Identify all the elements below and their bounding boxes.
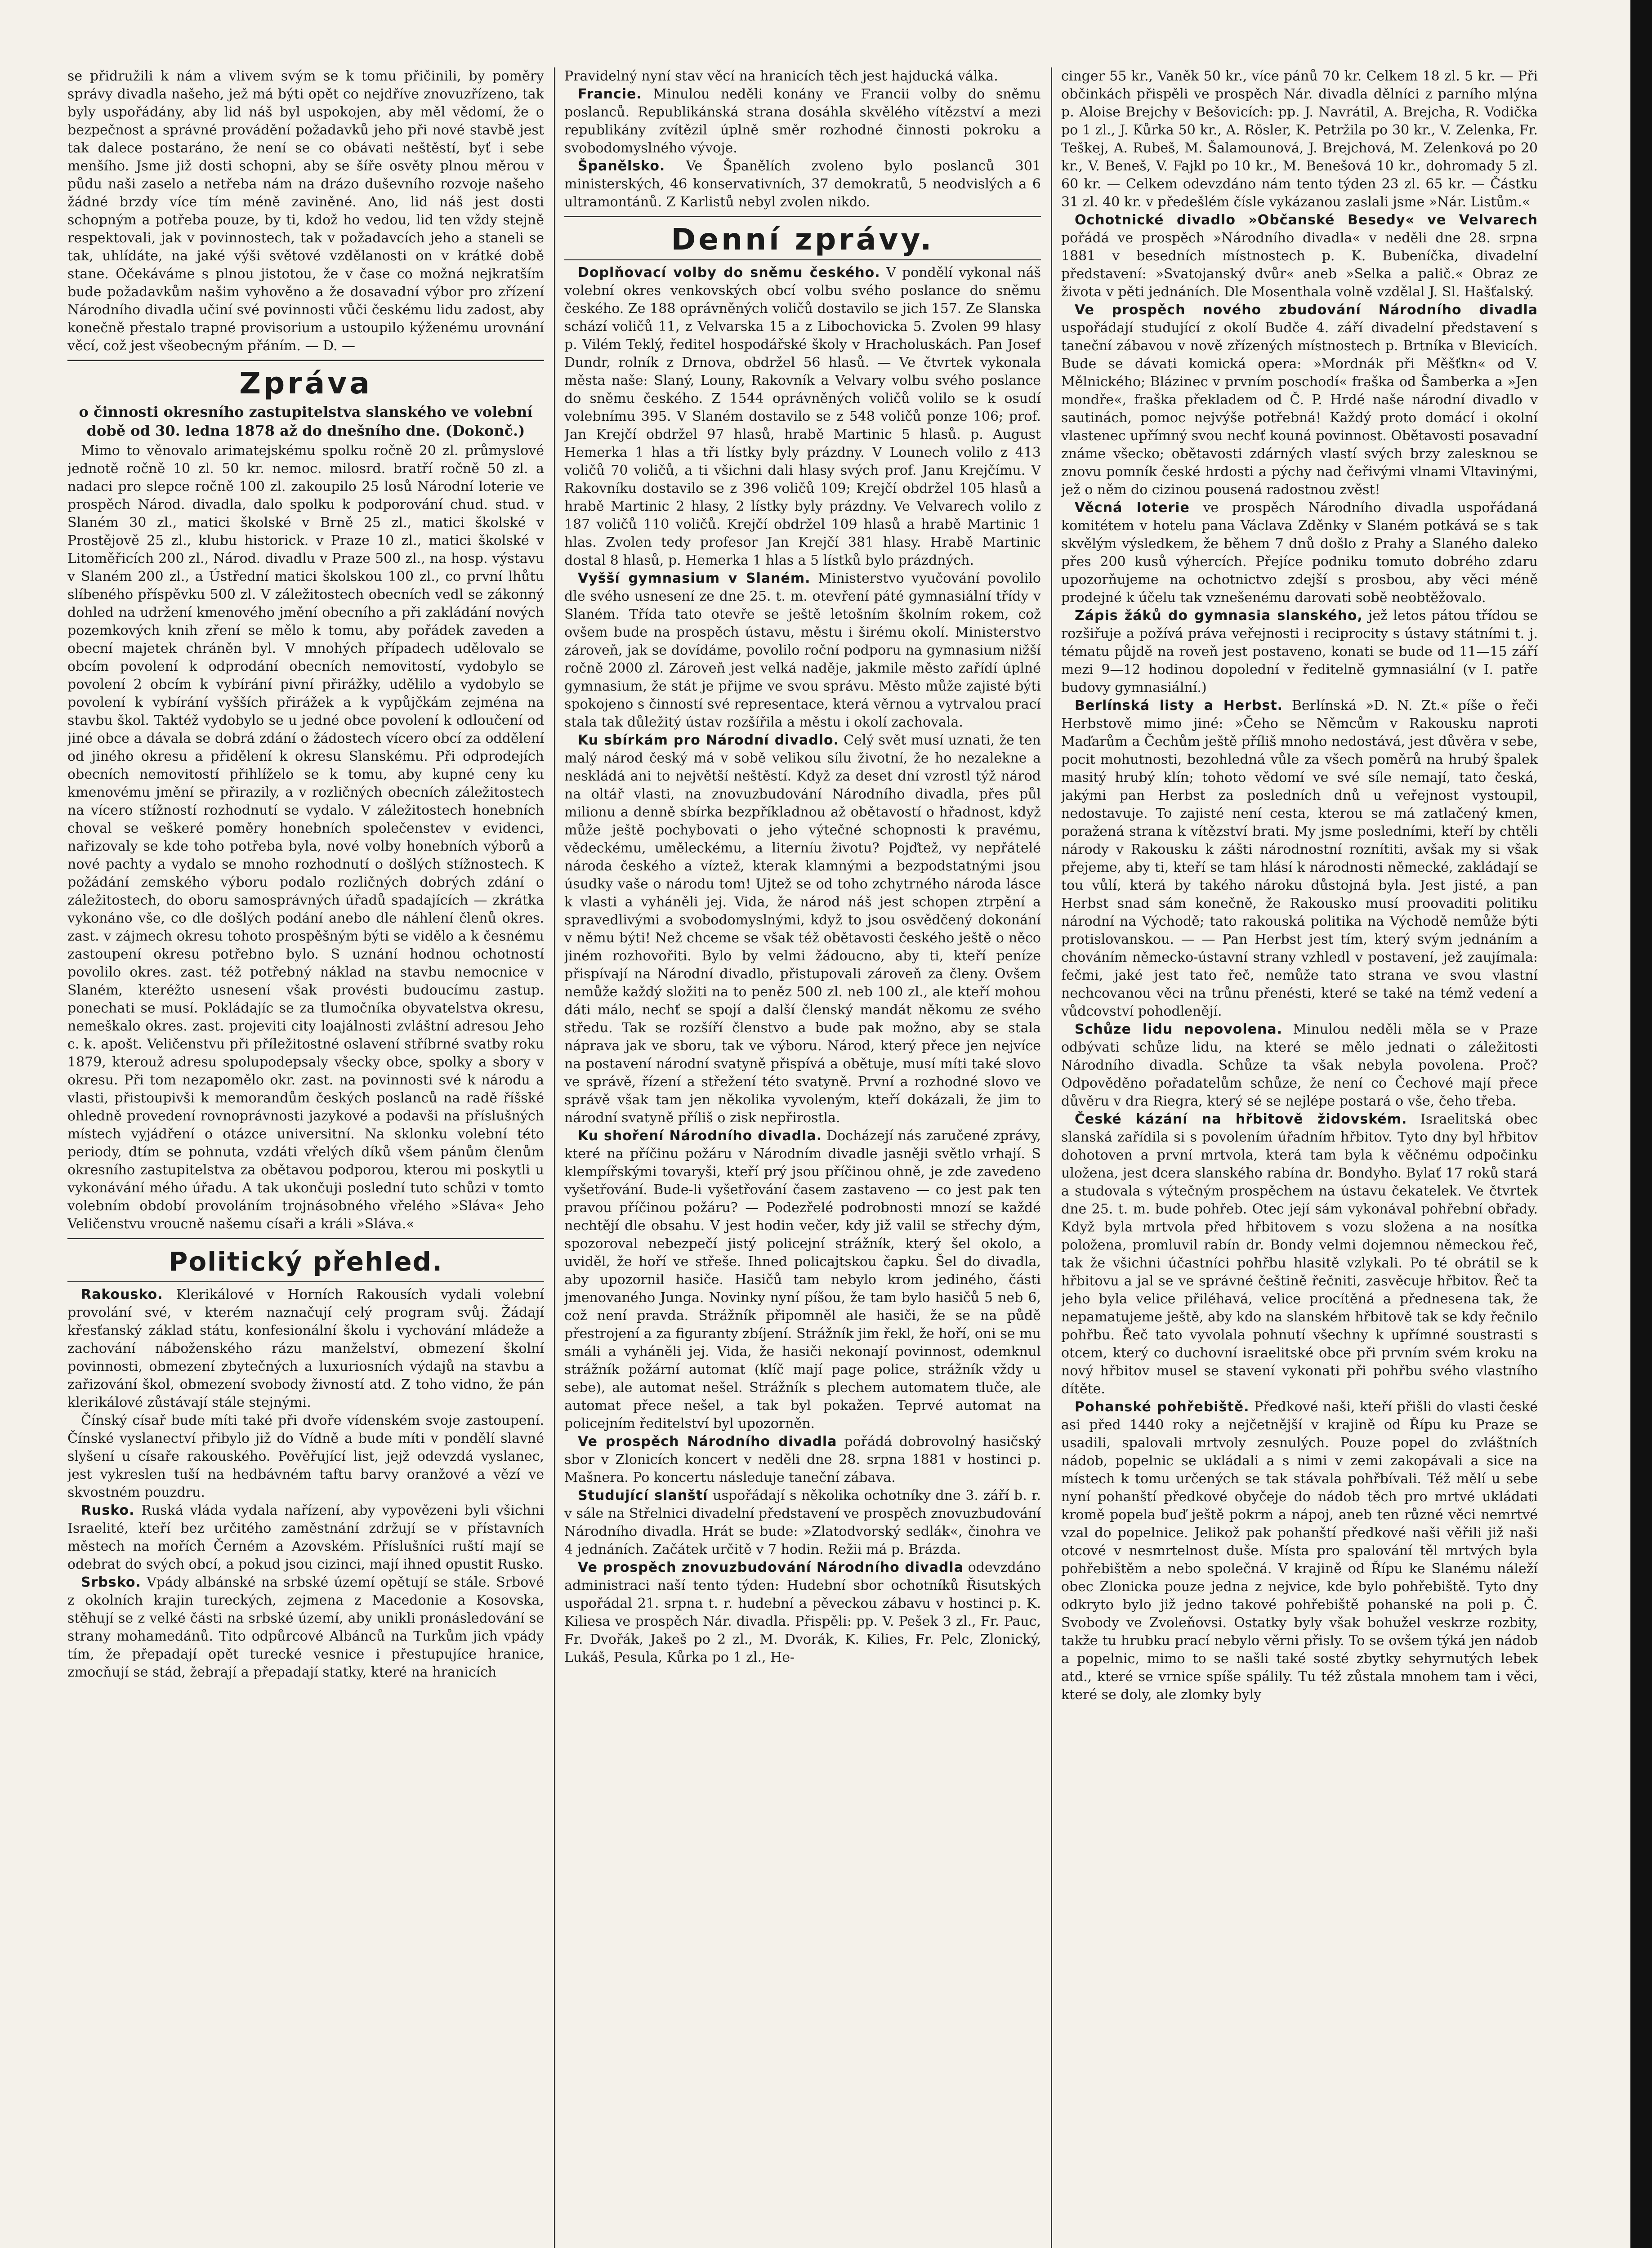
- ceske-kazani-lead: České kázání na hřbitově židovském.: [1075, 1111, 1407, 1127]
- column-rule: [554, 67, 555, 2248]
- berlinske-lead: Berlínská listy a Herbst.: [1075, 698, 1283, 714]
- divider: [67, 1281, 544, 1282]
- divider: [67, 1238, 544, 1239]
- scan-edge: [1630, 0, 1652, 2248]
- gymnasium-paragraph: [564, 570, 1041, 731]
- znovuzbudovani-lead: Ve prospěch znovuzbudování Národního divadla: [578, 1560, 964, 1575]
- znovuzbudovani-paragraph: [564, 1559, 1041, 1667]
- rusko-body: Ruská vláda vydala nařízení, aby vypovězeni byli všichni Israelité, kteří bez určitého zaměstnání zdržují se v přístavních městech na mořích Černém a Azovském. Příslušníci ruští mají se odebrat do svých obcí, a pokud jsou cizinci, mají ihned opustit Rusko.: [67, 1503, 544, 1572]
- zprava-subheading: o činnosti okresního zastupitelstva slanského ve volební době od 30. ledna 1878 až do dnešního dne. (Dokonč.): [79, 403, 533, 439]
- loterie-body: ve prospěch Národního divadla uspořádaná komitétem v hotelu pana Václava Zděnky v Slaném potkává se s tak skvělým výsledkem, že během 7 dnů došlo z Prahy a Slaného daleko přes 200 kusů výhercích. Přejíce podniku tomuto dobrého zdaru upozorňujeme na ochotnictvo zdejší s prosbou, aby věci méně prodejné k účelu tak vznešenému darovati sobě neobtěžovalo.: [1061, 500, 1538, 606]
- cinsky-paragraph: Čínský císař bude míti také při dvoře vídenském svoje zastoupení. Čínské vyslanectví přibylo již do Vídně a bude míti v pondělí slavné slyšení u císaře rakouského. Pověřující list, jejž odevzdá vyslanec, jest vykreslen tuší na hedbávném taftu barvy oranžové a vězí ve skvostném pouzdru.: [67, 1413, 544, 1500]
- doplnovaci-lead: Doplňovací volby do sněmu českého.: [578, 265, 880, 281]
- sbirkam-body: Celý svět musí uznati, že ten malý národ český má v sobě velikou sílu životní, že ho nezalekne a neskládá ani to největší neštěstí. Když za deset dní vzrostl týž národ na oltář vlasti, na znovuzbudování Národního divadla, přes půl milionu a denně sbírka bezpříkladnou až obětavostí o hřadnost, když může ještě pochybovati o jeho výtečné schopnosti k pravému, vědeckému, uměleckému, a literníu životu? Pojďtež, vy nepřátelé národa českého a víztež, kterak klamnými a bezpodstatnými jsou úsudky vaše o národu tom! Ujtež se od toho zchytrného národa lásce k vlasti a vyháněli jej. Vida, že národ náš jest schopen ztrpění a spravedlivými a svobodomyslnými, když to jsou osvědčený dokonání v němu býti! Než chceme se však též obětavosti českého ještě o něco jiném rozhovořiti. Bylo by velmi žádoucno, aby ti, kteří peníze přispívají na Národní divadlo, přistupovali zároveň za členy. Ovšem nemůže každý složiti na to peněz 500 zl. neb 100 zl., ale kteří mohou dáti málo, nechť se spojí a další členský mandát někomu ze svého středu. Tak se rozšíří členstvo a bude pak možno, aby se stala náprava jak ve sboru, tak ve výboru. Národ, který přece jen nejvíce na postavení národní svatyně přispívá a obětuje, musí míti také slovo ve správě, řízení a střežení této svatyně. První a rozhodné slovo ve správě však tam jen několika vyvoleným, kteří dokázali, že jim to národní svatyně příliš o zisk nepřirostla.: [564, 732, 1041, 1126]
- srbsko-body: Vpády albánské na srbské území opětují se stále. Srbové z okolních krajin tureckých, zejmena z Macedonie a Kosovska, stěhují se z velké části na srbské území, aby unikli pronásledování se strany mohamedánů. Tito odpůrcové Albánců na Turkům jich vpády tím, že přepadají opět turecké vesnice i přestupujíce hranice, zmocňují se stád, žebrají a přepadají statky, které na hranicích: [67, 1574, 544, 1680]
- nove-zbudovani-paragraph: [1061, 301, 1538, 499]
- sbirkam-paragraph: [564, 731, 1041, 1127]
- ceske-kazani-body: Israelitská obec slanská zařídila si s povolením úřadním hřbitov. Tyto dny byl hřbitov dohotoven a první mrtvola, která tam byla k věčnému odpočinku uložena, jest dcera slanského rabína dr. Bondyho. Bylať 17 roků stará a studovala s výtečným prospěchem na ústavu čekatelek. Ve čtvrtek dne 25. t. m. bude pohřeb. Otec její sám vykonával pohřební obřady. Když byla mrtvola před hřbitovem s vozu složena a na nosítka položena, promluvil rabín dr. Bondy velmi dojemnou německou řeč, tak že všichni účastníci pohřbu hlasitě vzlykali. Po té obrátil se k hřbitovu a jal se ve správné češtině řečniti, zasvěcuje hřbitov. Řeč ta jeho byla velice přiléhavá, velice procítěná a přednesena tak, že nepamatujeme ještě, aby kdo na slanském hřbitově tak se kdy řečnilo pohřbu. Řeč tato vyvolala pohnutí všechny k upřímné soustrasti s otcem, který co duchovní israelitské obce při prvním svém kroku na nový hřbitov musel se stavení vykonati při pohřbu svého vlastního dítěte.: [1061, 1111, 1538, 1397]
- schuze-body: Minulou neděli měla se v Praze odbývati schůze lidu, na které se mělo jednati o záležitosti Národního divadla. Schůze ta však nebyla povolena. Proč? Odpověděno pořadatelům schůze, že není co Čechové mají přece důvěru v dra Riegra, který sé se nejlépe postará o vše, čeho třeba.: [1061, 1021, 1538, 1109]
- loterie-lead: Věcná loterie: [1075, 500, 1190, 516]
- rusko-lead: Rusko.: [81, 1503, 135, 1518]
- nove-zbudovani-body: uspořádají studující z okolí Budče 4. září divadelní představení s taneční zábavou v nově zřízených místnostech p. Brtníka v Blevicích. Bude se dávati komická opera: »Mordnák při Měšťkn« od V. Mělnického; Blázinec v prvním poschodí« fraška od Šamberka a »Jen mondře«, fraška překladem od Č. P. Hrdé naše národní divadlo v sautinách, pomoc nejvýše potřebná! Každý proto domácí i okolní vlastenec upřímný svou nechť kouná povinnost. Obětavosti posavadní známe všecko; obětavosti zdárných vlastí svých brzy zalesknou se znovu pomník české hrdosti a pýchy nad čeřivými vlnami Vltavinými, jež o něm do cizinou pousená radostnou zvěst!: [1061, 320, 1538, 498]
- zapis-paragraph: [1061, 607, 1538, 697]
- rakousko-lead: Rakousko.: [81, 1287, 163, 1302]
- doplnovaci-body: V pondělí vykonal náš volební okres venkovských obcí volbu svého poslance do sněmu českého. Ze 188 oprávněných voličů dostavilo se jich 157. Ze Slanska schází voličů 11, z Velvarska 15 a z Libochovicka 5. Zvolen 99 hlasy p. Vilém Teklý, ředitel hospodářské školy v Hracholuskách. Pan Josef Dundr, rolník z Drnova, obdržel 56 hlasů. — Ve čtvrtek vykonala města naše: Slaný, Louny, Rakovník a Velvary volbu svého poslance do sněmu českého. Z 1544 oprávněných voličů volilo se k osudí volebnímu 395. V Slaném dostavilo se z 548 voličů ponze 106; prof. Jan Krejčí obdržel 97 hlasů, hrabě Martinic 5 hlasů. p. August Hemerka 1 hlas a tři lístky byly prázdny. V Lounech volilo z 413 voličů 70 voličů, a ti všichni dali hlasy svých prof. Janu Krejčímu. V Rakovníku dostavilo se z 396 voličů 109; Krejčí obdržel 105 hlasů a hrabě Martinic 2 hlasy, 2 lístky byly prázdny. Ve Velvarech volilo z 187 voličů 110 voličů. Krejčí obdržel 109 hlasů a hrabě Martinic 1 hlas. Zvolen tedy profesor Jan Krejčí 381 hlasy. Hrabě Martinic dostal 8 hlasů, p. Hemerka 1 hlas a 5 lístků bylo prázdných.: [564, 265, 1041, 568]
- divider: [564, 259, 1041, 260]
- sbirkam-lead: Ku sbírkám pro Národní divadlo.: [578, 732, 839, 748]
- srbsko-paragraph: [67, 1574, 544, 1682]
- nove-zbudovani-lead: Ve prospěch nového zbudování Národního divadla: [1075, 302, 1538, 318]
- gymnasium-body: Ministerstvo vyučování povolilo dle svého usnesení ze dne 25. t. m. otevření páté gymnasiální třídy v Slaném. Třída tato otevře se ještě letošním školním rokem, což ovšem bude na prospěch ústavu, městu i širému okolí. Ministerstvo zároveň, jak se dovídáme, povolilo roční podporu na gymnasium nižší ročně 2000 zl. Zároveň jest velká naděje, jakmile město zařídí úplné gymnasium, že stát je přijme ve svou správu. Město může zajisté býti spokojeno s činností své representace, která věrnou a vytrvalou prací stala tak důležitý ústav rozšířila a městu i okolí zachovala.: [564, 571, 1041, 730]
- prospech-paragraph: [564, 1433, 1041, 1487]
- hranice-paragraph: Pravidelný nyní stav věcí na hranicích těch jest hajducká válka.: [564, 68, 998, 84]
- column-1: [67, 67, 544, 2248]
- spanelsko-lead: Španělsko.: [578, 158, 665, 174]
- divider: [564, 216, 1041, 217]
- francie-body: Minulou neděli konány ve Francii volby do sněmu poslanců. Republikánská strana dosáhla skvělého vítězství a mezi republikány zvítězil úplně směr rozhodné činnosti pokroku a svobodomyslného vývoje.: [564, 86, 1041, 156]
- column-2: [564, 67, 1041, 2248]
- pohanske-lead: Pohanské pohřebiště.: [1075, 1399, 1250, 1415]
- spanelsko-body: Ve Španělích zvoleno bylo poslanců 301 ministerských, 46 konservativních, 37 demokratů, 5 neodvislých a 6 ultramontánů. Z Karlistů nebyl zvolen nikdo.: [564, 158, 1041, 210]
- denni-zpravy-heading: Denní zprávy.: [671, 222, 934, 257]
- studujici-body: uspořádají s několika ochotníky dne 3. září b. r. v sále na Střelnici divadelní představení ve prospěch znovuzbudování Národního divadla. Hrát se bude: »Zlatodvorský sedlák«, činohra ve 4 jednáních. Začátek určitě v 7 hodin. Režii má p. Brázda.: [564, 1488, 1041, 1557]
- ochotnicke-paragraph: [1061, 211, 1538, 301]
- rakousko-paragraph: [67, 1286, 544, 1412]
- politicky-heading: Politický přehled.: [168, 1246, 443, 1277]
- column-rule: [1051, 67, 1052, 2248]
- divider: [67, 360, 544, 361]
- column-3: [1061, 67, 1538, 2248]
- zprava-body: Mimo to věnovalo arimatejskému spolku ročně 20 zl. průmyslové jednotě ročně 10 zl. 50 kr. nemoc. milosrd. bratří ročně 50 zl. a nadaci pro slepce ročně 100 zl. zakoupilo 25 losů Národní loterie ve prospěch Národ. divadla, dalo spolku k podporování chud. stud. v Slaném 30 zl., matici školské v Brně 25 zl., matici školské v Prostějově 25 zl., klubu historick. v Praze 10 zl., matici školské v Litoměřicích 200 zl., Národ. divadlu v Praze 500 zl., na hosp. výstavu v Slaném 200 zl., a Ústřední matici školskou 100 zl., co první lhůtu slíbeného příspěvku 500 zl. V záležitostech obecních vedl se zákonný dohled na udržení kmenového jmění obecního a při zakládání nových pozemkových knih zření se mělo k tomu, aby pořádek zaveden a obecní majetek chráněn byl. V mnohých případech udělovalo se obcím povolení k odprodání obecních nemovitostí, vydobylo se povolení 2 obcím k vybírání pivní přirážky, udělilo a vydobylo se povolení k vybírání vyšších přirážek a k vypůjčkám zejména na stavbu škol. Taktéž vydobylo se u jedné obce povolení k odloučení od jiné obce a dávala se dobrá zdání o žádostech vícero obcí za oddělení od jiného okresu a přidělení k okresu Slanskému. Při odprodejích obecních nemovitostí přihlíželo se k tomu, aby kupné ceny ku kmenovému jmění se přirazily, a v rozličných obecních záležitostech na vícero stížností rozhodnutí se vydalo. V záležitostech honebních choval se veškeré poměry honebních společenstev v evidenci, nařizovaly se kde toho potřeba byla, nové volby honebních výborů a nové pachty a vydalo se mnoho rozhodnutí o došlých stížnostech. K požádání zemského výboru podalo rozličných dobrých zdání o záležitostech, do oboru samosprávných úřadů spadajících — zkrátka vykonáno vše, co dle došlých podání anebo dle náhlení členů okres. zast. v zájmech okresu tohoto prospěšným býti se vidělo a k česnému zastoupení okresu potřebno bylo. S uznání hodnou ochotností povolilo okres. zast. též potřebný náklad na stavbu nemocnice v Slaném, kteréžto usnesení však provésti budoucímu zastup. ponechati se musí. Pokládajíc se za tlumočníka obyvatelstva okresu, nemeškalo okres. zast. projeviti city loajálnosti zvláštní adresou Jeho c. k. apošt. Veličenstvu při příležitostné oslavení stříbrné svatby roku 1879, kterouž adresu spolupodepsaly všecky obce, spolky a sbory v okresu. Při tom nezapomělo okr. zast. na povinnosti své k národu a vlasti, přistoupivši k memorandům českých poslanců na radě říšské ohledně provedení rovnoprávnosti jazykové a podavši na příslušných místech vyjádření o otázce universitní. Na sklonku volební této periody, dtím se pohnuta, vzdáti vřelých díků všem pánům členům okresního zastupitelstva za obětavou podporou, kterou mi poskytli u vykonávání mého úřadu. A tak ukončuji poslední tuto schůzi v tomto volebním období provoláním trojnásobného vřelého »Sláva« Jeho Veličenstvu vroucně našemu císaři a králi »Sláva.«: [67, 443, 544, 1232]
- shoreni-paragraph: [564, 1127, 1041, 1433]
- francie-paragraph: [564, 85, 1041, 157]
- ochotnicke-body: pořádá ve prospěch »Národního divadla« v neděli dne 28. srpna 1881 v besedních místnostech p. K. Bubeníčka, divadelní představení: »Svatojanský dvůr« aneb »Selka a palič.« Obraz ze života v pěti jednáních. Dle Mosenthala volně vzdělal J. Sl. Hašťalský.: [1061, 230, 1538, 300]
- donors-paragraph: cinger 55 kr., Vaněk 50 kr., více pánů 70 kr. Celkem 18 zl. 5 kr. — Při občinkách přispěli ve prospěch Nár. divadla dělníci z parního mlýna p. Aloise Brejchy v Bešovicích: pp. J. Navrátil, A. Brejcha, R. Vodička po 1 zl., J. Kůrka 50 kr., A. Rösler, K. Petržila po 30 kr., V. Zelenka, Fr. Teškej, A. Rubeš, M. Šalamounová, J. Brejchová, M. Zelenková po 20 kr., V. Beneš, V. Fajkl po 10 kr., M. Benešová 10 kr., dohromady 5 zl. 60 kr. — Celkem odevzdáno nám tento týden 23 zl. 65 kr. — Částku 31 zl. 40 kr. v předešlém čísle vykázanou zaslali jsme »Nár. Listům.«: [1061, 68, 1538, 210]
- zprava-heading: Zpráva: [239, 366, 372, 401]
- berlinske-body: Berlínská »D. N. Zt.« píše o řeči Herbstově mimo jiné: »Čeho se Němcům v Rakousku naproti Maďarům a Čechům ještě příliš mnoho nedostává, jest důvěra v sebe, pocit mohutnosti, bezohledná vůle za všech poměrů na hrubý špalek masitý hrubý klín; tohoto vědomí ve své síle nemají, tato česká, jakými pan Herbst za posledních dnů u veřejnost vystoupil, nedostavuje. To zajisté není cesta, kterou se má zatlačený kmen, poražená strana k vítězství brati. My jsme posledními, kteří by chtěli národy v Rakousku k zášti národnostní roznítiti, avšak my si však přejeme, aby ti, kteří se tam hlásí k národnosti německé, zakládají se tou vůlí, která by takého nároku důstojná byla. Jest jisté, a pan Herbst snad sám konečně, že Rakousko musí proovaditi politiku národní na Východě; tato rakouská politika na Východě nemůže býti protislovanskou. — — Pan Herbst jest tím, který svým jednáním a chováním německo-ústavní strany vzhledl v postavení, jež zaujímala: fečmi, jaké jest tato řeč, nemůže tato strana ve svou vlastní nechcovanou věci na trůnu přenésti, které se také na témž vedení a vůdcovství pohodlenějí.: [1061, 698, 1538, 1019]
- pohanske-body: Předkové naši, kteří přišli do vlasti české asi před 1440 roky a nejčetnější v krajině od Řípu ku Praze se usadili, spalovali mrtvoly zesnulých. Pouze popel do zvláštních nádob, popelnic se ukládali a s nimi v zemi zakopávali a sice na místech k tomu určených se tak stávala pohřbívali. Též mělí u sebe nyní pohanští předkové obyčeje do nádob těch pro mrtvé ukládati kromě popela buď ještě pokrm a nápoj, aneb ten různé věci nemrtvé vzal do popelnice. Jelikož pak pohanští předkové naši věřili již naši otcové v nesmrtelnost duše. Místa pro spalování těl mrtvých byla pohřebištěm a nebo společná. V krajině od Řípu ke Slanému náleží obec Zlonicka pouze jedna z nejvice, kde bylo pohřebiště. Tyto dny odkryto bylo již jedno takové pohřebiště pohanské na poli p. Č. Svobody ve Zvoleňovsi. Ostatky byly však bohužel veskrze rozbity, takže tu hrubku prací nebylo věrni přisly. To se ovšem týká jen nádob a popelnic, mimo to se našli také sosté zbytky sehyrnutých lebek atd., které se vrnice spíše spálily. Tu též zůstala mnohem tam i věci, které se doly, ale zlomky byly: [1061, 1399, 1538, 1703]
- studujici-paragraph: [564, 1487, 1041, 1559]
- znovuzbudovani-body: odevzdáno administraci naší tento týden: Hudební sbor ochotníků Řisutských uspořádal 21. srpna t. r. hudební a pěveckou zábavu v hostinci p. K. Kiliesa ve prospěch Nár. divadla. Přispěli: pp. V. Pešek 3 zl., Fr. Pauc, Fr. Dvořák, Jakeš po 2 zl., M. Dvorák, K. Kilies, Fr. Pelc, Zlonický, Lukáš, Pesula, Kůrka po 1 zl., He-: [564, 1560, 1041, 1665]
- ceske-kazani-paragraph: [1061, 1111, 1538, 1398]
- rakousko-body: Klerikálové v Horních Rakousích vydali volební provolání své, v kterém naznačují celý program svůj. Žádají křesťanský základ státu, konfesionální školu i vychování mládeže a zachování náboženského rázu manželství, obmezení školní povinnosti, obmezení zbytečných a luxuriosních výdajů na stavbu a zařizování škol, obmezení svobody živností atd. Z toho vidno, že pán klerikálové zůstávají stále stejnými.: [67, 1287, 544, 1410]
- shoreni-lead: Ku shoření Národního divadla.: [578, 1128, 822, 1144]
- spanelsko-paragraph: [564, 157, 1041, 211]
- francie-lead: Francie.: [578, 86, 642, 102]
- newspaper-page: [67, 67, 1538, 2248]
- srbsko-lead: Srbsko.: [81, 1574, 141, 1590]
- ochotnicke-lead: Ochotnické divadlo »Občanské Besedy« ve Velvarech: [1075, 212, 1538, 228]
- pohanske-paragraph: [1061, 1398, 1538, 1704]
- schuze-paragraph: [1061, 1021, 1538, 1111]
- intro-paragraph: se přidružili k nám a vlivem svým se k tomu přičinili, by poměry správy divadla našeho, jež má býti opět co nejdříve znovuzřízeno, tak byly uspořádány, aby lid náš byl uspokojen, aby měl vědomí, že o bezpečnost a správné provádění požadavků jeho při nové stavbě jest tak dalece postaráno, že není se co obávati neštěstí, byť i sebe menšího. Jsme již dosti schopni, aby se šíře osvěty plnou měrou v půdu naši zaselo a netřeba nám na drázo duševního rozvoje našeho žádné brzdy více tím méně zaviněné. Ano, lid náš jest dosti schopným a potřeba pouze, by ti, kdož ho vedou, lid ten vždy stejně respektovali, jak v povinnostech, tak v požadavcích jeho a staneli se tak, uhlídáte, na jaké výši světové vzdělanosti on v krátké době stane. Očekáváme s plnou jistotou, že v čase co možná nejkratším bude požadavkům našim vyhověno a že dosavadní výbor pro zřízení Národního divadla učiní své povinnosti vůči českému lidu zadost, aby konečně přestalo trapné provisorium a ustoupilo kýženému urovnání věcí, což jest všeobecným přáním. — D. —: [67, 68, 544, 354]
- zapis-lead: Zápis žáků do gymnasia slanského,: [1075, 608, 1363, 624]
- gymnasium-lead: Vyšší gymnasium v Slaném.: [578, 571, 811, 586]
- loterie-paragraph: [1061, 499, 1538, 607]
- prospech-lead: Ve prospěch Národního divadla: [578, 1434, 837, 1450]
- berlinske-paragraph: [1061, 697, 1538, 1021]
- prospech-body: pořádá dobrovolný hasičský sbor v Zlonicích koncert v neděli dne 28. srpna 1881 v hostinci p. Mašnera. Po koncertu následuje taneční zábava.: [564, 1434, 1041, 1485]
- studujici-lead: Studující slanští: [578, 1488, 708, 1503]
- zapis-body: jež letos pátou třídou se rozšiřuje a požívá práva veřejnosti i reciprocity s ústavy státními t. j. tématu půjdě na roveň jest postaveno, konati se bude od 11—15 září mezi 9—12 hodinou dopolední v ředitelně gymnasiální (v I. patře budovy gymnasiální.): [1061, 608, 1538, 696]
- rusko-paragraph: [67, 1502, 544, 1574]
- doplnovaci-paragraph: [564, 264, 1041, 570]
- schuze-lead: Schůze lidu nepovolena.: [1075, 1021, 1283, 1037]
- shoreni-body: Docházejí nás zaručené zprávy, které na příčinu požáru v Národním divadle jasněji světlo vrhají. S klempířskými tovaryši, kteří prý jsou příčinou ohně, je zde zavedeno vyšetřování. Bude-li vyšetřování časem zastaveno — co jest pak ten pravou příčinou požáru? — Podezřelé podrobnosti mnozí se každé nechtějí dle obsahu. V jest hodin večer, kdy již valil se střechy dým, spozoroval nebezpečí jistý policejní strážník, který šel okolo, a uviděl, že hoří ve střeše. Ihned policajtskou čapku. Šel do divadla, aby upozornil hasiče. Hasičů tam nebylo krom jediného, části jmenovaného Junga. Novinky nyní píšou, že tam bylo hasičů 5 neb 6, což není pravda. Strážník připomněl ale hasiči, že se na půdě přestrojení a za figuranty zbíjení. Strážník jim řekl, že hoří, oni se mu smáli a vyháněli jej. Vida, že hasiči nekonají povinnost, odemknul strážník požární automat (klíč mají page police, strážník vždy u sebe), ale automat nešel. Strážník s plechem automatem tluče, ale automat přece nešel, a tak byl pokažen. Teprvé automat na policejním ředitelství byl upozorněn.: [564, 1128, 1041, 1432]
